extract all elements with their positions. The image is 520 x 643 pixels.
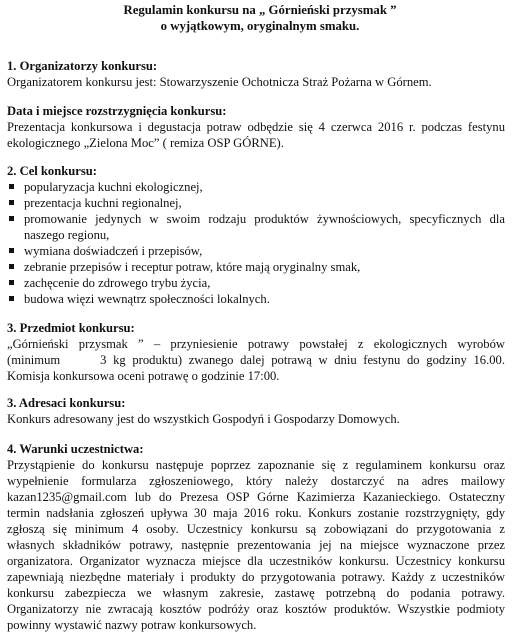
- section-text: Konkurs adresowany jest do wszystkich Gospodyń i Gospodarzy Domowych.: [7, 412, 400, 426]
- section-heading: 3. Adresaci konkursu:: [7, 396, 126, 410]
- list-item: popularyzacja kuchni ekologicznej,: [7, 179, 505, 195]
- section-text-line: powinny wystawić nazwy potraw konkursowych.: [7, 618, 257, 632]
- section-text-line: Prezentacja konkursowa i degustacja potraw odbędzie się 4 czerwca 2016 r. podczas festynu: [7, 120, 505, 134]
- section-heading: 4. Warunki uczestnictwa:: [7, 442, 144, 456]
- section-heading: Data i miejsce rozstrzygnięcia konkursu:: [7, 104, 227, 118]
- section-text-line: (minimum 3 kg produktu) zwanego dalej potrawą w dniu festynu do godziny 16.00.: [7, 353, 505, 367]
- section-text-line: konkursu zabezpiecza we własnym zakresie, zastawę potrzebną do podania potrawy.: [7, 586, 505, 600]
- section-subject: [7, 320, 505, 384]
- list-item: budowa więzi wewnątrz społeczności lokalnych.: [7, 291, 505, 307]
- section-text-line: kazan1235@gmail.com lub do Prezesa OSP Górne Kazimierza Kazanieckiego. Ostateczny: [7, 490, 505, 504]
- goals-list: [7, 179, 505, 307]
- section-text-line: Komisja konkursowa oceni potrawę o godzinie 17:00.: [7, 369, 280, 383]
- section-heading: 2. Cel konkursu:: [7, 164, 97, 178]
- section-text-line: organizatora. Organizator wyznacza miejsce dla uczestników konkursu. Uczestnicy konkursu: [7, 554, 505, 568]
- section-date-place: [7, 103, 505, 151]
- list-item: [7, 211, 505, 243]
- list-item: zachęcenie do zdrowego trybu życia,: [7, 275, 505, 291]
- list-item: zebranie przepisów i receptur potraw, które mają oryginalny smak,: [7, 259, 505, 275]
- section-heading: 3. Przedmiot konkursu:: [7, 321, 135, 335]
- section-heading: 1. Organizatorzy konkursu:: [7, 59, 158, 73]
- section-text-line: zgłoszą się minimum 4 osoby. Uczestnicy konkursu są zobowiązani do przygotowania z: [7, 522, 505, 536]
- section-text-line: „Górnieński przysmak ” – przyniesienie potrawy powstałej z ekologicznych wyrobów: [7, 337, 505, 351]
- section-text-line: ekologicznego „Zielona Moc” ( remiza OSP GÓRNE).: [7, 136, 284, 150]
- section-text-line: własnych składników potrawy, następnie prezentowania jej na miejsce wyznaczone przez: [7, 538, 505, 552]
- document-title: Regulamin konkursu na „ Górnieński przysmak ”: [123, 3, 397, 17]
- list-item: prezentacja kuchni regionalnej,: [7, 195, 505, 211]
- section-organizers: [7, 58, 505, 90]
- list-item: wymiana doświadczeń i przepisów,: [7, 243, 505, 259]
- section-text-line: wypełnienie formularza zgłoszeniowego, który należy dostarczyć na adres mailowy: [7, 474, 505, 488]
- list-item-line: promowanie jedynych w swoim rodzaju produktów żywnościowych, specyficznych dla: [24, 212, 505, 226]
- list-item-line: naszego regionu,: [24, 228, 110, 242]
- section-text-line: zapewniają niezbędne materiały i produkty do przygotowania potrawy. Każdy z uczestników: [7, 570, 505, 584]
- document-subtitle: o wyjątkowym, oryginalnym smaku.: [160, 19, 360, 33]
- section-goals: [7, 163, 505, 307]
- section-addressees: [7, 395, 505, 427]
- section-participation: [7, 441, 505, 633]
- section-text-line: Organizatorzy nie zwracają kosztów podróży oraz kosztów produktów. Wszystkie podmioty: [7, 602, 505, 616]
- section-text: Organizatorem konkursu jest: Stowarzyszenie Ochotnicza Straż Pożarna w Górnem.: [7, 75, 432, 89]
- section-text-line: Przystąpienie do konkursu następuje poprzez zapoznanie się z regulaminem konkursu oraz: [7, 458, 505, 472]
- section-text-line: termin nadsłania zgłoszeń upływa 30 maja 2016 roku. Konkurs zostanie rozstrzygnięty, gdy: [7, 506, 505, 520]
